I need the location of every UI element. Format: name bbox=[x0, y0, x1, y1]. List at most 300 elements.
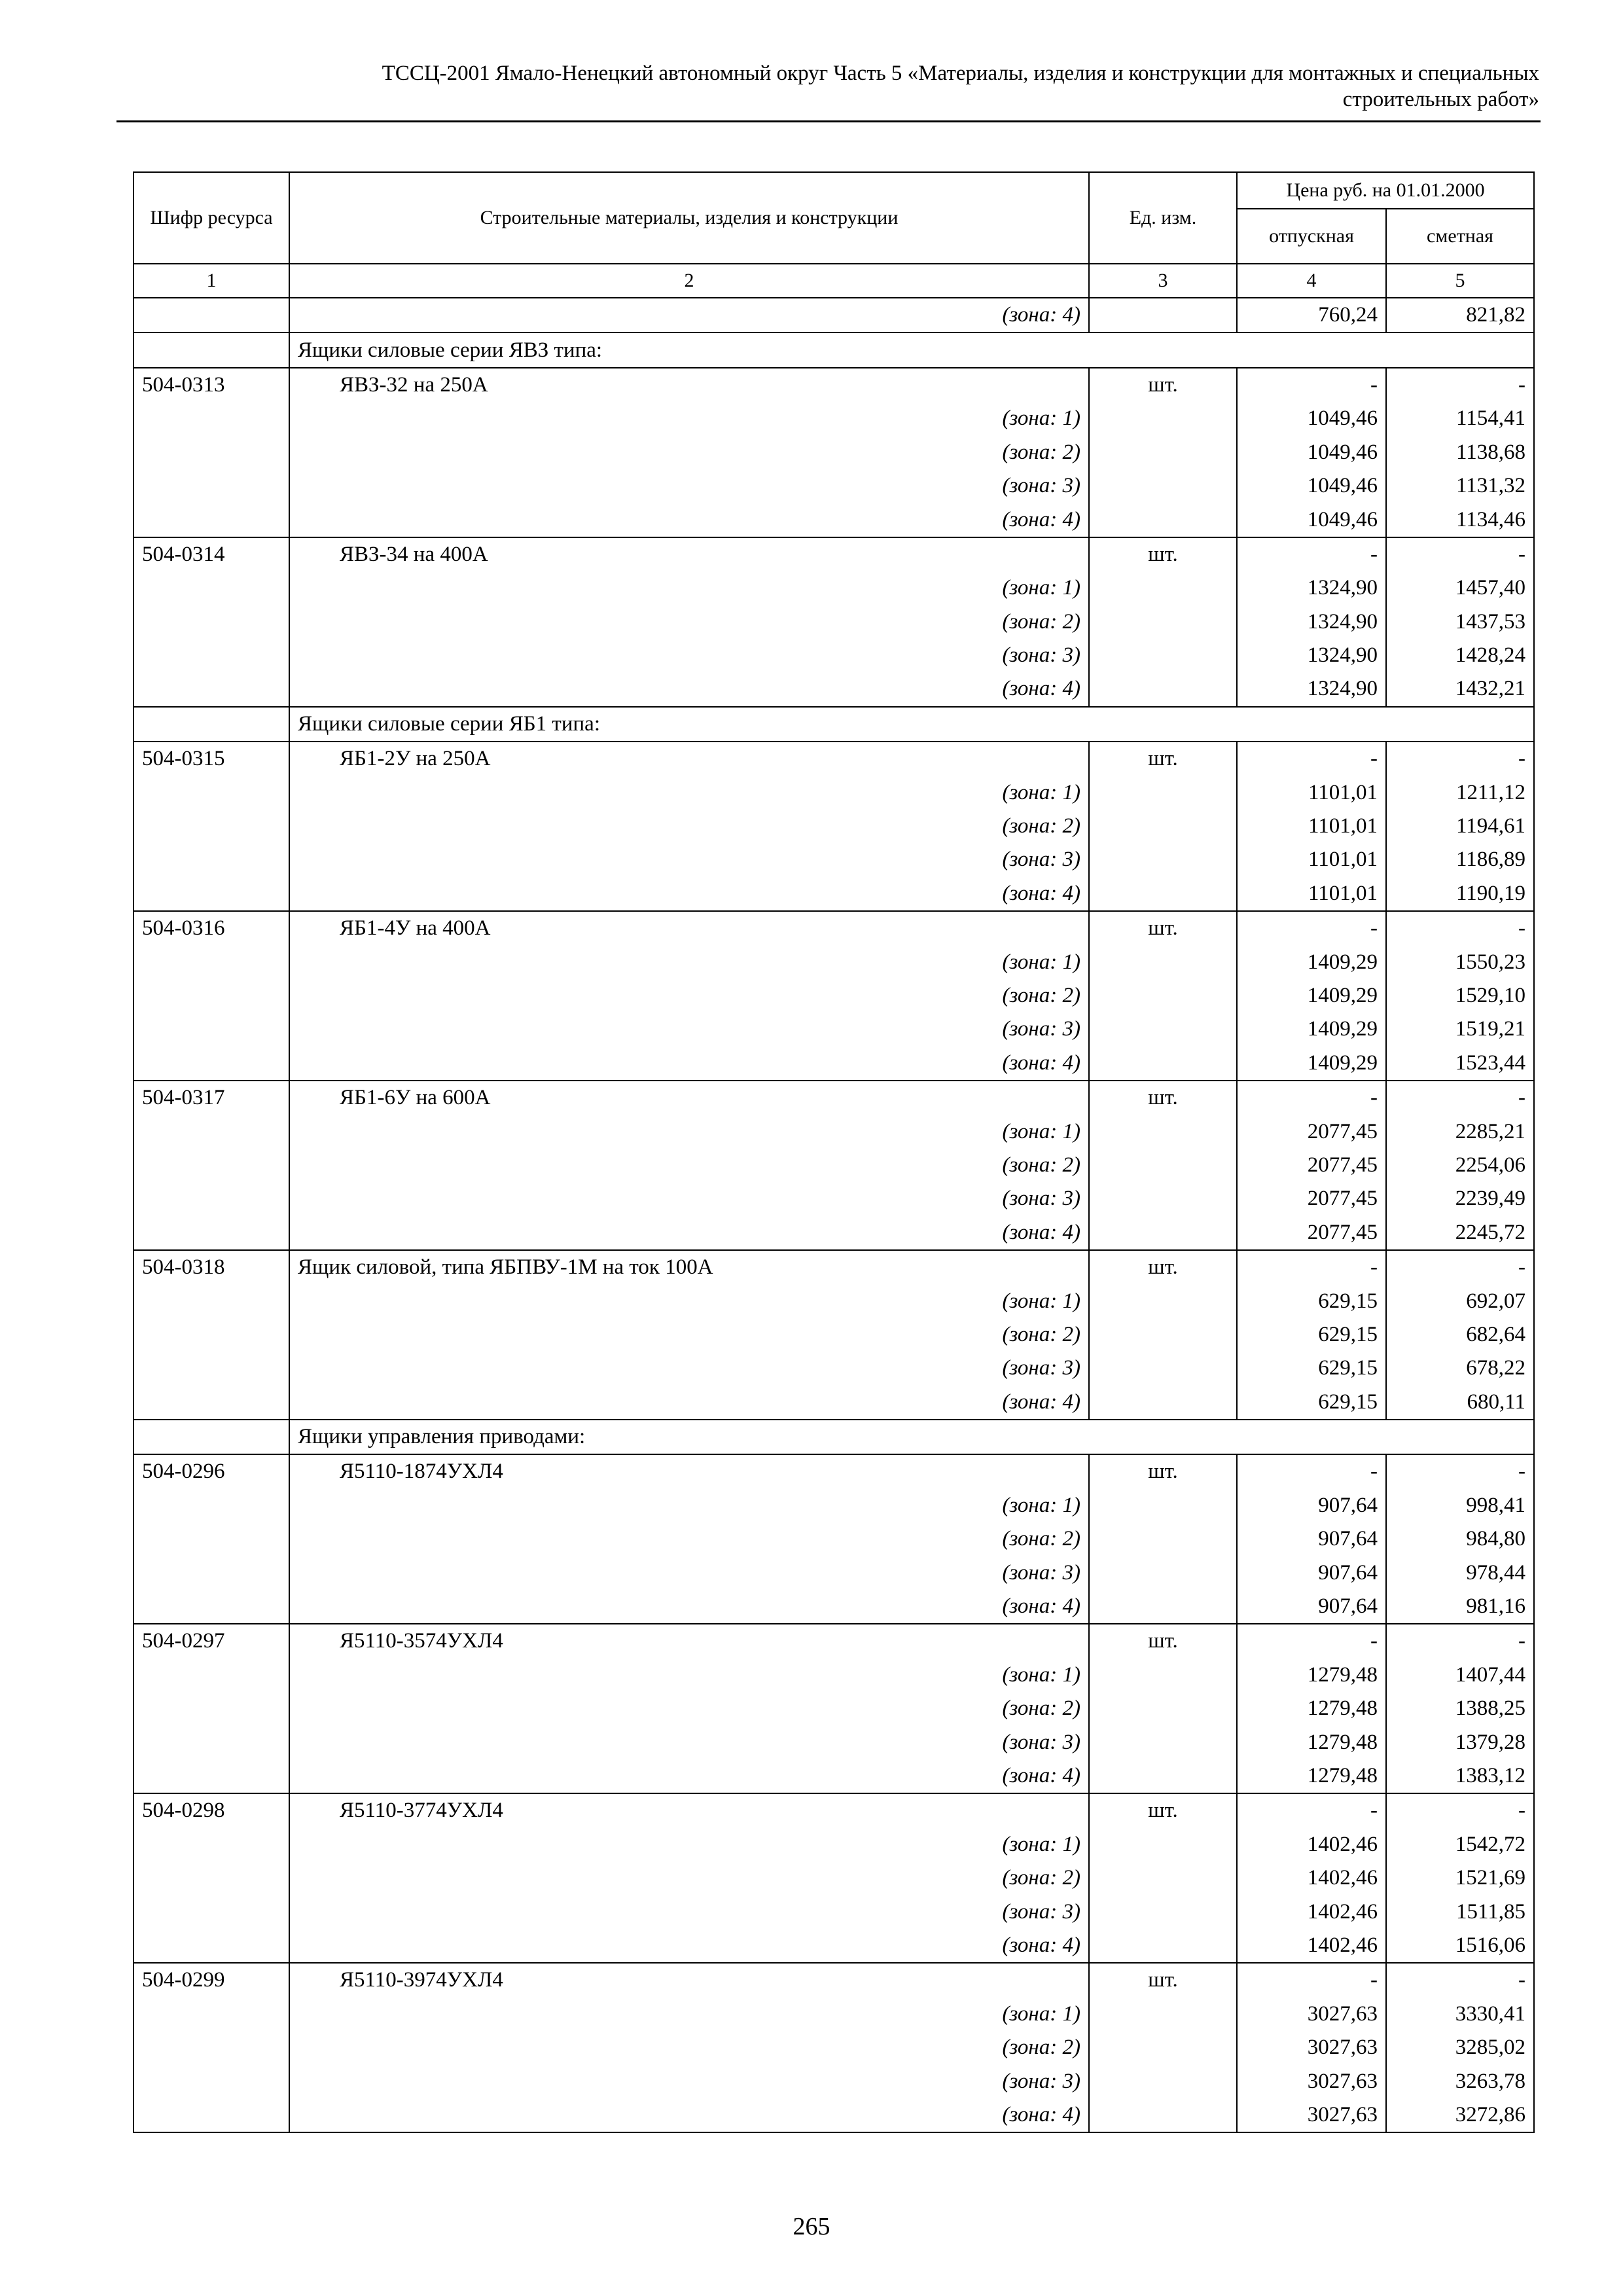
header-divider bbox=[116, 120, 1541, 122]
resource-code-empty bbox=[134, 1590, 289, 1624]
zone-price-row bbox=[134, 1522, 1534, 1556]
column-header-unit: Ед. изм. bbox=[1089, 172, 1237, 264]
price-zone-label: (зона: 2) bbox=[289, 1318, 1089, 1352]
wholesale-price: 2077,45 bbox=[1237, 1216, 1386, 1250]
section-code-cell bbox=[134, 1420, 289, 1454]
estimate-price: 1529,10 bbox=[1386, 979, 1534, 1013]
price-zone-label: (зона: 4) bbox=[289, 298, 1089, 332]
resource-code-empty bbox=[134, 877, 289, 911]
resource-code-empty bbox=[134, 1725, 289, 1759]
column-header-name: Строительные материалы, изделия и конструкции bbox=[289, 172, 1089, 264]
wholesale-price: 907,64 bbox=[1237, 1590, 1386, 1624]
wholesale-price: 1101,01 bbox=[1237, 877, 1386, 911]
estimate-price: 1511,85 bbox=[1386, 1895, 1534, 1928]
section-code-cell bbox=[134, 332, 289, 367]
resource-code-empty bbox=[134, 1998, 289, 2031]
estimate-price: 680,11 bbox=[1386, 1386, 1534, 1420]
estimate-price: - bbox=[1386, 1250, 1534, 1284]
estimate-price: 2254,06 bbox=[1386, 1149, 1534, 1182]
unit-empty bbox=[1089, 1182, 1237, 1215]
estimate-price: 1521,69 bbox=[1386, 1861, 1534, 1895]
price-zone-label: (зона: 4) bbox=[289, 2098, 1089, 2132]
wholesale-price: 1101,01 bbox=[1237, 810, 1386, 843]
wholesale-price: 1279,48 bbox=[1237, 1759, 1386, 1793]
unit-empty bbox=[1089, 1522, 1237, 1556]
unit-empty bbox=[1089, 1013, 1237, 1046]
resource-code-empty bbox=[134, 1895, 289, 1928]
resource-code-empty bbox=[134, 2031, 289, 2064]
price-zone-label: (зона: 2) bbox=[289, 979, 1089, 1013]
price-zone-label: (зона: 1) bbox=[289, 571, 1089, 605]
material-name: ЯВЗ-32 на 250А bbox=[289, 368, 1089, 402]
estimate-price: 1523,44 bbox=[1386, 1047, 1534, 1081]
estimate-price: 692,07 bbox=[1386, 1284, 1534, 1318]
resource-code: 504-0313 bbox=[134, 368, 289, 402]
table-row bbox=[134, 1454, 1534, 1488]
wholesale-price: - bbox=[1237, 1081, 1386, 1115]
resource-code-empty bbox=[134, 1149, 289, 1182]
price-zone-label: (зона: 4) bbox=[289, 1590, 1089, 1624]
estimate-price: 1516,06 bbox=[1386, 1929, 1534, 1963]
zone-price-row bbox=[134, 2064, 1534, 2098]
material-name: Я5110-3774УХЛ4 bbox=[289, 1793, 1089, 1827]
estimate-price: 1186,89 bbox=[1386, 843, 1534, 876]
zone-price-row bbox=[134, 1759, 1534, 1793]
resource-code-empty bbox=[134, 843, 289, 876]
price-zone-label: (зона: 3) bbox=[289, 1725, 1089, 1759]
resource-code-empty bbox=[134, 298, 289, 332]
table-row bbox=[134, 1963, 1534, 1997]
running-header bbox=[118, 60, 1539, 113]
estimate-price: 2285,21 bbox=[1386, 1115, 1534, 1148]
unit-empty bbox=[1089, 1590, 1237, 1624]
resource-code-empty bbox=[134, 1352, 289, 1385]
estimate-price: 2239,49 bbox=[1386, 1182, 1534, 1215]
price-zone-label: (зона: 1) bbox=[289, 945, 1089, 978]
resource-code-empty bbox=[134, 1284, 289, 1318]
wholesale-price: 1049,46 bbox=[1237, 402, 1386, 435]
estimate-price: 3285,02 bbox=[1386, 2031, 1534, 2064]
resource-code: 504-0316 bbox=[134, 911, 289, 945]
wholesale-price: - bbox=[1237, 1793, 1386, 1827]
unit-empty bbox=[1089, 877, 1237, 911]
wholesale-price: 2077,45 bbox=[1237, 1149, 1386, 1182]
estimate-price: 1388,25 bbox=[1386, 1692, 1534, 1725]
resource-code-empty bbox=[134, 776, 289, 809]
unit-of-measure: шт. bbox=[1089, 1081, 1237, 1115]
wholesale-price: - bbox=[1237, 1624, 1386, 1658]
zone-price-row bbox=[134, 1895, 1534, 1928]
wholesale-price: 1279,48 bbox=[1237, 1725, 1386, 1759]
wholesale-price: - bbox=[1237, 911, 1386, 945]
unit-empty bbox=[1089, 2031, 1237, 2064]
estimate-price: 3272,86 bbox=[1386, 2098, 1534, 2132]
estimate-price: 3330,41 bbox=[1386, 1998, 1534, 2031]
wholesale-price: 1101,01 bbox=[1237, 843, 1386, 876]
resource-code-empty bbox=[134, 1318, 289, 1352]
wholesale-price: 3027,63 bbox=[1237, 2064, 1386, 2098]
unit-of-measure: шт. bbox=[1089, 1793, 1237, 1827]
price-zone-label: (зона: 4) bbox=[289, 1216, 1089, 1250]
wholesale-price: 2077,45 bbox=[1237, 1115, 1386, 1148]
estimate-price: - bbox=[1386, 368, 1534, 402]
unit-empty bbox=[1089, 1489, 1237, 1522]
zone-price-row bbox=[134, 1115, 1534, 1148]
resource-code-empty bbox=[134, 1692, 289, 1725]
zone-price-row bbox=[134, 2031, 1534, 2064]
price-zone-label: (зона: 2) bbox=[289, 1692, 1089, 1725]
price-zone-label: (зона: 3) bbox=[289, 2064, 1089, 2098]
price-zone-label: (зона: 1) bbox=[289, 1115, 1089, 1148]
estimate-price: - bbox=[1386, 1963, 1534, 1997]
column-header-code: Шифр ресурса bbox=[134, 172, 289, 264]
wholesale-price: - bbox=[1237, 742, 1386, 776]
resource-code: 504-0315 bbox=[134, 742, 289, 776]
table-row bbox=[134, 1793, 1534, 1827]
table-row bbox=[134, 537, 1534, 571]
unit-empty bbox=[1089, 605, 1237, 639]
section-row bbox=[134, 1420, 1534, 1454]
unit-empty bbox=[1089, 1929, 1237, 1963]
unit-empty bbox=[1089, 1692, 1237, 1725]
wholesale-price: - bbox=[1237, 1454, 1386, 1488]
unit-of-measure: шт. bbox=[1089, 742, 1237, 776]
unit-empty bbox=[1089, 1216, 1237, 1250]
price-zone-label: (зона: 3) bbox=[289, 1556, 1089, 1589]
resource-code-empty bbox=[134, 571, 289, 605]
price-zone-label: (зона: 3) bbox=[289, 469, 1089, 503]
zone-price-row bbox=[134, 810, 1534, 843]
zone-price-row bbox=[134, 1828, 1534, 1861]
wholesale-price: 1409,29 bbox=[1237, 945, 1386, 978]
column-header-price-group: Цена руб. на 01.01.2000 bbox=[1237, 172, 1534, 209]
price-zone-label: (зона: 4) bbox=[289, 1047, 1089, 1081]
wholesale-price: 907,64 bbox=[1237, 1522, 1386, 1556]
unit-empty bbox=[1089, 1828, 1237, 1861]
wholesale-price: - bbox=[1237, 1963, 1386, 1997]
price-zone-label: (зона: 2) bbox=[289, 2031, 1089, 2064]
price-zone-label: (зона: 2) bbox=[289, 810, 1089, 843]
resource-code-empty bbox=[134, 1759, 289, 1793]
unit-empty bbox=[1089, 979, 1237, 1013]
estimate-price: 1550,23 bbox=[1386, 945, 1534, 978]
zone-price-row bbox=[134, 1047, 1534, 1081]
unit-of-measure: шт. bbox=[1089, 1624, 1237, 1658]
estimate-price: 1432,21 bbox=[1386, 672, 1534, 706]
resource-code: 504-0299 bbox=[134, 1963, 289, 1997]
estimate-price: - bbox=[1386, 1454, 1534, 1488]
estimate-price: 1379,28 bbox=[1386, 1725, 1534, 1759]
zone-price-row bbox=[134, 843, 1534, 876]
estimate-price: 1457,40 bbox=[1386, 571, 1534, 605]
running-header-line2: строительных работ» bbox=[1342, 88, 1539, 111]
column-header-wholesale: отпускная bbox=[1237, 209, 1386, 264]
unit-empty bbox=[1089, 298, 1237, 332]
wholesale-price: 3027,63 bbox=[1237, 1998, 1386, 2031]
resource-code-empty bbox=[134, 1115, 289, 1148]
estimate-price: 1211,12 bbox=[1386, 776, 1534, 809]
unit-empty bbox=[1089, 1149, 1237, 1182]
column-number: 4 bbox=[1237, 264, 1386, 298]
wholesale-price: 1049,46 bbox=[1237, 469, 1386, 503]
material-name: Я5110-3974УХЛ4 bbox=[289, 1963, 1089, 1997]
zone-price-row bbox=[134, 605, 1534, 639]
zone-price-row bbox=[134, 1216, 1534, 1250]
price-zone-label: (зона: 1) bbox=[289, 1489, 1089, 1522]
unit-empty bbox=[1089, 1659, 1237, 1692]
zone-price-row bbox=[134, 1386, 1534, 1420]
estimate-price: 678,22 bbox=[1386, 1352, 1534, 1385]
section-title: Ящики силовые серии ЯВЗ типа: bbox=[289, 332, 1534, 367]
estimate-price: 2245,72 bbox=[1386, 1216, 1534, 1250]
zone-price-row bbox=[134, 402, 1534, 435]
estimate-price: 682,64 bbox=[1386, 1318, 1534, 1352]
unit-empty bbox=[1089, 945, 1237, 978]
resource-code-empty bbox=[134, 503, 289, 537]
wholesale-price: 907,64 bbox=[1237, 1489, 1386, 1522]
zone-price-row bbox=[134, 1998, 1534, 2031]
wholesale-price: - bbox=[1237, 537, 1386, 571]
resource-code-empty bbox=[134, 1556, 289, 1589]
resource-code-empty bbox=[134, 1489, 289, 1522]
estimate-price: 1154,41 bbox=[1386, 402, 1534, 435]
resource-code-empty bbox=[134, 979, 289, 1013]
zone-price-row bbox=[134, 639, 1534, 672]
zone-price-row bbox=[134, 1013, 1534, 1046]
price-zone-label: (зона: 1) bbox=[289, 402, 1089, 435]
resource-code-empty bbox=[134, 1386, 289, 1420]
estimate-price: 1519,21 bbox=[1386, 1013, 1534, 1046]
wholesale-price: 1324,90 bbox=[1237, 672, 1386, 706]
wholesale-price: 1409,29 bbox=[1237, 979, 1386, 1013]
section-row bbox=[134, 707, 1534, 742]
zone-price-row bbox=[134, 1692, 1534, 1725]
estimate-price: - bbox=[1386, 1793, 1534, 1827]
material-name: Я5110-1874УХЛ4 bbox=[289, 1454, 1089, 1488]
wholesale-price: 629,15 bbox=[1237, 1284, 1386, 1318]
zone-price-row bbox=[134, 672, 1534, 706]
estimate-price: 1190,19 bbox=[1386, 877, 1534, 911]
column-number: 3 bbox=[1089, 264, 1237, 298]
zone-price-row bbox=[134, 436, 1534, 469]
resource-code-empty bbox=[134, 1522, 289, 1556]
unit-empty bbox=[1089, 1115, 1237, 1148]
unit-empty bbox=[1089, 1047, 1237, 1081]
unit-empty bbox=[1089, 436, 1237, 469]
price-zone-label: (зона: 2) bbox=[289, 436, 1089, 469]
wholesale-price: 907,64 bbox=[1237, 1556, 1386, 1589]
estimate-price: 821,82 bbox=[1386, 298, 1534, 332]
resource-code-empty bbox=[134, 436, 289, 469]
unit-empty bbox=[1089, 1895, 1237, 1928]
zone-price-row bbox=[134, 1489, 1534, 1522]
running-header-line1: ТССЦ-2001 Ямало-Ненецкий автономный округ Часть 5 «Материалы, изделия и конструкции для монтажных и специальных bbox=[382, 62, 1539, 85]
resource-code-empty bbox=[134, 1013, 289, 1046]
price-zone-label: (зона: 4) bbox=[289, 1386, 1089, 1420]
zone-price-row bbox=[134, 1182, 1534, 1215]
resource-code: 504-0317 bbox=[134, 1081, 289, 1115]
resource-code-empty bbox=[134, 1659, 289, 1692]
price-zone-label: (зона: 4) bbox=[289, 1759, 1089, 1793]
wholesale-price: - bbox=[1237, 1250, 1386, 1284]
price-zone-label: (зона: 4) bbox=[289, 503, 1089, 537]
resource-code: 504-0314 bbox=[134, 537, 289, 571]
resource-code-empty bbox=[134, 1861, 289, 1895]
column-header-estimate: сметная bbox=[1386, 209, 1534, 264]
zone-price-row bbox=[134, 1725, 1534, 1759]
wholesale-price: 1402,46 bbox=[1237, 1929, 1386, 1963]
estimate-price: - bbox=[1386, 1624, 1534, 1658]
estimate-price: 1407,44 bbox=[1386, 1659, 1534, 1692]
resource-code-empty bbox=[134, 1047, 289, 1081]
estimate-price: 1383,12 bbox=[1386, 1759, 1534, 1793]
estimate-price: 1428,24 bbox=[1386, 639, 1534, 672]
material-name: ЯБ1-6У на 600А bbox=[289, 1081, 1089, 1115]
wholesale-price: 1279,48 bbox=[1237, 1692, 1386, 1725]
resource-code-empty bbox=[134, 672, 289, 706]
resource-code-empty bbox=[134, 1828, 289, 1861]
unit-empty bbox=[1089, 1386, 1237, 1420]
wholesale-price: 1101,01 bbox=[1237, 776, 1386, 809]
price-zone-label: (зона: 3) bbox=[289, 1182, 1089, 1215]
unit-empty bbox=[1089, 2098, 1237, 2132]
material-name: Я5110-3574УХЛ4 bbox=[289, 1624, 1089, 1658]
resource-code-empty bbox=[134, 2064, 289, 2098]
unit-of-measure: шт. bbox=[1089, 1963, 1237, 1997]
table-row bbox=[134, 742, 1534, 776]
estimate-price: - bbox=[1386, 537, 1534, 571]
unit-empty bbox=[1089, 1725, 1237, 1759]
table-row bbox=[134, 1081, 1534, 1115]
material-name: Ящик силовой, типа ЯБПВУ-1М на ток 100А bbox=[289, 1250, 1089, 1284]
wholesale-price: 1049,46 bbox=[1237, 503, 1386, 537]
unit-of-measure: шт. bbox=[1089, 911, 1237, 945]
zone-price-row bbox=[134, 1318, 1534, 1352]
unit-empty bbox=[1089, 1284, 1237, 1318]
zone-price-row bbox=[134, 945, 1534, 978]
wholesale-price: 2077,45 bbox=[1237, 1182, 1386, 1215]
resource-code: 504-0318 bbox=[134, 1250, 289, 1284]
resource-code-empty bbox=[134, 1929, 289, 1963]
column-number: 5 bbox=[1386, 264, 1534, 298]
material-name: ЯБ1-2У на 250А bbox=[289, 742, 1089, 776]
price-table bbox=[133, 171, 1535, 2133]
zone-price-row bbox=[134, 776, 1534, 809]
estimate-price: - bbox=[1386, 911, 1534, 945]
table-row bbox=[134, 911, 1534, 945]
table-row bbox=[134, 368, 1534, 402]
unit-empty bbox=[1089, 402, 1237, 435]
unit-empty bbox=[1089, 672, 1237, 706]
price-zone-label: (зона: 4) bbox=[289, 672, 1089, 706]
estimate-price: 1542,72 bbox=[1386, 1828, 1534, 1861]
resource-code-empty bbox=[134, 1182, 289, 1215]
price-zone-label: (зона: 1) bbox=[289, 1998, 1089, 2031]
zone-price-row bbox=[134, 1149, 1534, 1182]
price-zone-label: (зона: 3) bbox=[289, 639, 1089, 672]
unit-empty bbox=[1089, 1861, 1237, 1895]
unit-empty bbox=[1089, 810, 1237, 843]
estimate-price: 978,44 bbox=[1386, 1556, 1534, 1589]
section-title: Ящики силовые серии ЯБ1 типа: bbox=[289, 707, 1534, 742]
unit-empty bbox=[1089, 571, 1237, 605]
zone-price-row bbox=[134, 1861, 1534, 1895]
price-zone-label: (зона: 3) bbox=[289, 1895, 1089, 1928]
resource-code: 504-0298 bbox=[134, 1793, 289, 1827]
estimate-price: 1131,32 bbox=[1386, 469, 1534, 503]
zone-price-row bbox=[134, 1556, 1534, 1589]
price-zone-label: (зона: 3) bbox=[289, 1352, 1089, 1385]
price-zone-label: (зона: 4) bbox=[289, 1929, 1089, 1963]
price-zone-label: (зона: 3) bbox=[289, 1013, 1089, 1046]
wholesale-price: 629,15 bbox=[1237, 1352, 1386, 1385]
wholesale-price: - bbox=[1237, 368, 1386, 402]
resource-code-empty bbox=[134, 639, 289, 672]
unit-empty bbox=[1089, 2064, 1237, 2098]
unit-empty bbox=[1089, 503, 1237, 537]
column-number: 2 bbox=[289, 264, 1089, 298]
resource-code-empty bbox=[134, 2098, 289, 2132]
zone-price-row bbox=[134, 1352, 1534, 1385]
unit-empty bbox=[1089, 639, 1237, 672]
wholesale-price: 1324,90 bbox=[1237, 605, 1386, 639]
zone-price-row bbox=[134, 2098, 1534, 2132]
wholesale-price: 1049,46 bbox=[1237, 436, 1386, 469]
price-zone-label: (зона: 4) bbox=[289, 877, 1089, 911]
zone-price-row bbox=[134, 979, 1534, 1013]
estimate-price: 1134,46 bbox=[1386, 503, 1534, 537]
unit-empty bbox=[1089, 469, 1237, 503]
price-zone-label: (зона: 1) bbox=[289, 1284, 1089, 1318]
material-name: ЯБ1-4У на 400А bbox=[289, 911, 1089, 945]
estimate-price: 1437,53 bbox=[1386, 605, 1534, 639]
resource-code-empty bbox=[134, 810, 289, 843]
resource-code: 504-0297 bbox=[134, 1624, 289, 1658]
price-zone-label: (зона: 1) bbox=[289, 1659, 1089, 1692]
resource-code-empty bbox=[134, 605, 289, 639]
wholesale-price: 3027,63 bbox=[1237, 2031, 1386, 2064]
unit-empty bbox=[1089, 1556, 1237, 1589]
zone-price-row bbox=[134, 503, 1534, 537]
table-row bbox=[134, 1624, 1534, 1658]
zone-price-row bbox=[134, 877, 1534, 911]
zone-price-row bbox=[134, 469, 1534, 503]
resource-code-empty bbox=[134, 469, 289, 503]
estimate-price: 1194,61 bbox=[1386, 810, 1534, 843]
price-zone-label: (зона: 1) bbox=[289, 776, 1089, 809]
unit-empty bbox=[1089, 776, 1237, 809]
section-code-cell bbox=[134, 707, 289, 742]
estimate-price: 981,16 bbox=[1386, 1590, 1534, 1624]
wholesale-price: 1402,46 bbox=[1237, 1861, 1386, 1895]
unit-of-measure: шт. bbox=[1089, 537, 1237, 571]
unit-of-measure: шт. bbox=[1089, 1454, 1237, 1488]
zone-price-row bbox=[134, 1590, 1534, 1624]
table-row bbox=[134, 1250, 1534, 1284]
zone-price-row bbox=[134, 1284, 1534, 1318]
unit-empty bbox=[1089, 1998, 1237, 2031]
unit-of-measure: шт. bbox=[1089, 368, 1237, 402]
page-number: 265 bbox=[793, 2213, 830, 2240]
resource-code-empty bbox=[134, 1216, 289, 1250]
price-zone-label: (зона: 3) bbox=[289, 843, 1089, 876]
estimate-price: - bbox=[1386, 742, 1534, 776]
section-title: Ящики управления приводами: bbox=[289, 1420, 1534, 1454]
estimate-price: 998,41 bbox=[1386, 1489, 1534, 1522]
table-body bbox=[134, 298, 1534, 2132]
zone-price-row bbox=[134, 1659, 1534, 1692]
material-name: ЯВЗ-34 на 400А bbox=[289, 537, 1089, 571]
